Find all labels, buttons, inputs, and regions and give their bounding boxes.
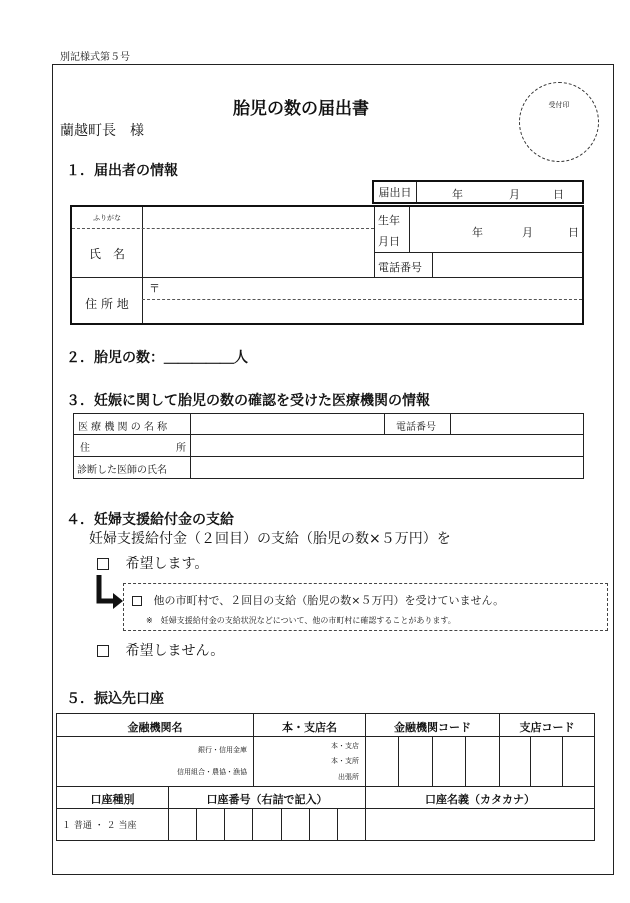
section4-heading: ４．妊婦支援給付金の支給 xyxy=(66,512,234,528)
institution-name-label: 医 療 機 関 の 名 称 xyxy=(78,422,168,433)
branch-type-1: 本・支店 xyxy=(331,742,359,750)
sub-option-label: 他の市町村で、２回目の支給（胎児の数×５万円）を受けていません。 xyxy=(153,594,505,607)
fetus-unit: 人 xyxy=(234,350,248,366)
col-account-name: 口座名義（カタカナ） xyxy=(425,793,535,806)
option-no-row xyxy=(97,640,224,660)
option-yes-checkbox[interactable] xyxy=(97,558,109,570)
sub-option-box xyxy=(123,583,608,631)
col-branch-code: 支店コード xyxy=(519,721,575,734)
bank-type-1: 銀行・信用金庫 xyxy=(198,746,247,754)
branch-type-2: 本・支所 xyxy=(331,757,359,765)
filing-date-table xyxy=(372,180,584,204)
filing-date-field[interactable] xyxy=(417,181,584,203)
branch-name-field[interactable] xyxy=(254,737,365,786)
section4-intro: 妊婦支援給付金（２回目）の支給（胎児の数×５万円）を xyxy=(89,531,451,547)
sub-option-note: ※ 妊婦支援給付金の支給状況などについて、他の市町村に確認することがあります。 xyxy=(146,616,456,625)
institution-address-field[interactable] xyxy=(191,435,583,456)
date-label: 届出日 xyxy=(373,181,417,203)
bank-name-field[interactable] xyxy=(57,737,253,786)
option-yes-row xyxy=(97,553,208,573)
birth-label-1: 生年 xyxy=(378,214,400,227)
doctor-name-label: 診断した医師の氏名 xyxy=(77,465,167,476)
option-no-checkbox[interactable] xyxy=(97,645,109,657)
col-account-type: 口座種別 xyxy=(90,793,135,806)
section5-heading: ５．振込先口座 xyxy=(66,691,164,707)
sub-option-checkbox[interactable] xyxy=(132,596,142,606)
name-label: 氏 名 xyxy=(88,247,125,261)
fetus-count-field[interactable]: ＿＿＿＿＿ xyxy=(164,350,234,366)
institution-address-label-1: 住 xyxy=(80,443,90,454)
month-label: 月 xyxy=(509,188,520,201)
applicant-info-table xyxy=(70,205,584,325)
furigana-field[interactable] xyxy=(143,207,373,227)
address-label: 住 所 地 xyxy=(85,297,129,311)
arrow-right-icon xyxy=(93,575,127,611)
postal-mark: 〒 xyxy=(149,282,160,295)
phone-field[interactable] xyxy=(433,253,582,277)
account-name-field[interactable] xyxy=(366,809,594,840)
section2-heading xyxy=(66,347,248,367)
medical-institution-table xyxy=(73,413,584,479)
phone-label: 電話番号 xyxy=(378,261,422,274)
addressee: 蘭越町長 様 xyxy=(60,123,144,139)
year-label: 年 xyxy=(452,188,463,201)
bank-type-2: 信用組合・農協・漁協 xyxy=(177,768,247,776)
section1-heading: １．届出者の情報 xyxy=(66,163,178,179)
page-title: 胎児の数の届出書 xyxy=(233,99,369,119)
birth-month-label: 月 xyxy=(522,226,533,239)
bank-account-table xyxy=(56,713,595,841)
birth-year-label: 年 xyxy=(472,226,483,239)
col-bank-code: 金融機関コード xyxy=(394,721,471,734)
institution-name-field[interactable] xyxy=(191,414,383,434)
section2-label: ２．胎児の数： xyxy=(66,350,164,366)
option-no-label: 希望しません。 xyxy=(125,643,225,659)
institution-phone-field[interactable] xyxy=(451,414,583,434)
institution-phone-label: 電話番号 xyxy=(396,422,436,433)
form-number: 別記様式第５号 xyxy=(60,52,130,63)
account-number-field[interactable] xyxy=(169,809,365,840)
sub-option-row xyxy=(132,592,504,608)
name-field[interactable] xyxy=(143,229,373,276)
doctor-name-field[interactable] xyxy=(191,457,583,478)
institution-address-label-2: 所 xyxy=(176,443,186,454)
day-label: 日 xyxy=(553,188,564,201)
furigana-label: ふりがな xyxy=(93,214,121,222)
birth-day-label: 日 xyxy=(568,226,579,239)
col-bank-name: 金融機関名 xyxy=(127,721,183,734)
address-field[interactable] xyxy=(162,278,582,323)
birth-date-field[interactable] xyxy=(410,207,582,252)
birth-label-2: 月日 xyxy=(378,235,400,248)
stamp-label: 受付印 xyxy=(548,101,570,109)
reception-stamp-circle xyxy=(519,82,599,162)
section3-heading: ３．妊娠に関して胎児の数の確認を受けた医療機関の情報 xyxy=(66,393,430,409)
col-account-number: 口座番号（右詰で記入） xyxy=(206,793,328,806)
option-yes-label: 希望します。 xyxy=(125,556,209,572)
account-type-value[interactable]: １ 普通 ・ ２ 当座 xyxy=(62,821,137,831)
col-branch-name: 本・支店名 xyxy=(282,721,337,734)
branch-type-3: 出張所 xyxy=(338,773,359,781)
